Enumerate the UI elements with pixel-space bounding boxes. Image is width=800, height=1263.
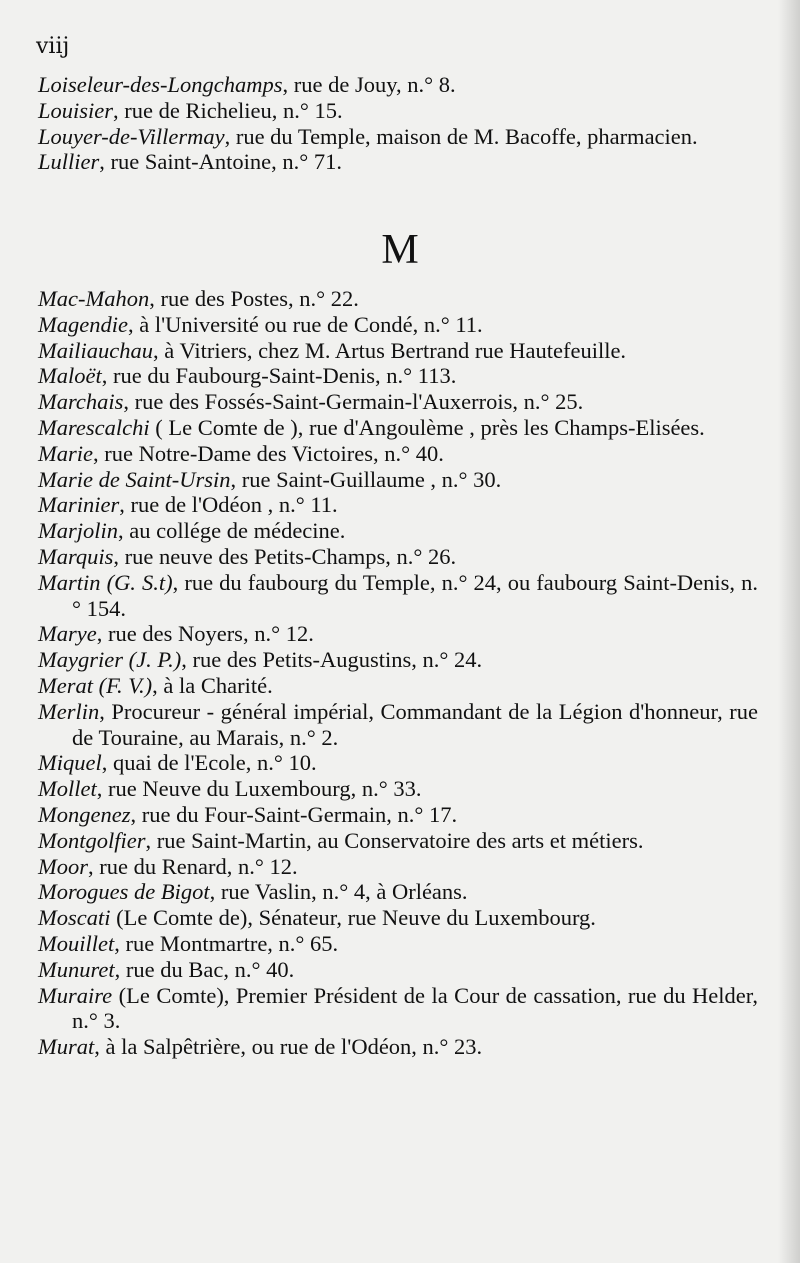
entry-name: Moor — [38, 853, 88, 879]
directory-entry — [38, 492, 758, 518]
directory-entry — [38, 854, 758, 880]
directory-entry — [38, 363, 758, 389]
entry-name: Louisier — [38, 97, 114, 123]
entry-name: Loiseleur-des-Longchamps — [38, 72, 283, 97]
entry-name: Mongenez — [38, 801, 131, 827]
entry-address: , rue de l'Odéon , n.° 11. — [119, 492, 338, 518]
directory-entry — [38, 124, 758, 150]
section-letter-heading: M — [381, 227, 419, 273]
entry-address: , rue des Postes, n.° 22. — [149, 286, 359, 311]
entry-name: Mailiauchau — [38, 337, 153, 363]
entry-address: , à l'Université ou rue de Condé, n.° 11. — [127, 311, 483, 337]
entry-name: Montgolfier — [38, 827, 146, 853]
directory-entry — [38, 1034, 758, 1060]
entry-name: Marescalchi — [38, 414, 150, 440]
entry-address: (Le Comte), Premier Président de la Cour de cassation, rue du Helder, n.° 3. — [72, 982, 758, 1034]
directory-entry — [38, 621, 758, 647]
entries-l-section — [38, 72, 758, 175]
entry-address: , rue Notre-Dame des Victoires, n.° 40. — [93, 440, 444, 466]
directory-entry — [38, 931, 758, 957]
entry-name: Marie de Saint-Ursin — [38, 466, 231, 492]
directory-entry — [38, 776, 758, 802]
directory-entry — [38, 957, 758, 983]
entry-address: , quai de l'Ecole, n.° 10. — [101, 750, 317, 776]
directory-entry — [38, 699, 758, 751]
entry-name: Munuret — [38, 956, 115, 982]
page-edge-shadow — [778, 0, 800, 1263]
directory-entry — [38, 544, 758, 570]
entry-address: , rue du Temple, maison de M. Bacoffe, pharmacien. — [224, 123, 698, 149]
entry-name: Marjolin — [38, 518, 119, 544]
entry-name: Marye — [38, 621, 97, 647]
entry-address: , rue neuve des Petits-Champs, n.° 26. — [113, 543, 457, 569]
entry-name: Marchais — [38, 389, 124, 415]
entry-name: Miquel — [38, 750, 102, 776]
directory-entry — [38, 879, 758, 905]
entry-address: , rue Saint-Guillaume , n.° 30. — [230, 466, 502, 492]
directory-entry — [38, 338, 758, 364]
entry-address: , au collége de médecine. — [118, 518, 346, 544]
entry-address: , rue de Richelieu, n.° 15. — [113, 97, 343, 123]
entry-address: , rue du Renard, n.° 12. — [88, 853, 298, 879]
entry-address: , rue des Noyers, n.° 12. — [96, 621, 314, 647]
directory-entry — [38, 98, 758, 124]
entry-address: , rue Montmartre, n.° 65. — [114, 930, 339, 956]
entry-name: Marie — [38, 440, 93, 466]
entry-name: Magendie — [38, 311, 128, 337]
directory-entry — [38, 149, 758, 175]
directory-entry — [38, 673, 758, 699]
entries-m-section — [38, 286, 758, 1060]
directory-entry — [38, 72, 758, 98]
directory-entry — [38, 647, 758, 673]
directory-entry — [38, 750, 758, 776]
entry-address: (Le Comte de), Sénateur, rue Neuve du Luxembourg. — [110, 905, 596, 931]
entry-address: , rue Saint-Martin, au Conservatoire des arts et métiers. — [145, 827, 644, 853]
entry-address: , rue du faubourg du Temple, n.° 24, ou faubourg Saint-Denis, n.° 154. — [72, 569, 758, 621]
entry-name: Mouillet — [38, 930, 115, 956]
entry-address: , à la Charité. — [152, 672, 273, 698]
entry-name: Murat — [38, 1034, 95, 1060]
entry-address: , rue du Four-Saint-Germain, n.° 17. — [130, 801, 458, 827]
entry-address: , à Vitriers, chez M. Artus Bertrand rue Hautefeuille. — [152, 337, 627, 363]
directory-entry — [38, 389, 758, 415]
directory-entry — [38, 441, 758, 467]
entry-name: Morogues de Bigot — [38, 879, 210, 905]
entry-name: Merlin — [38, 698, 100, 724]
directory-entry — [38, 570, 758, 622]
entry-address: , rue du Bac, n.° 40. — [114, 956, 295, 982]
directory-entry — [38, 905, 758, 931]
directory-entry — [38, 828, 758, 854]
entry-address: , Procureur - général impérial, Commandant de la Légion d'honneur, rue de Touraine, au Marais, n.° 2. — [72, 698, 758, 750]
directory-entry — [38, 286, 758, 312]
entry-name: Mac-Mahon — [38, 286, 150, 311]
entry-address: , rue Saint-Antoine, n.° 71. — [99, 149, 342, 175]
entry-name: Marquis — [38, 543, 114, 569]
directory-entry — [38, 518, 758, 544]
directory-entry — [38, 415, 758, 441]
entry-address: , rue Vaslin, n.° 4, à Orléans. — [209, 879, 468, 905]
entry-address: , rue de Jouy, n.° 8. — [282, 72, 456, 97]
directory-entry — [38, 467, 758, 493]
entry-name: Moscati — [38, 905, 111, 931]
entry-name: Louyer-de-Villermay — [38, 123, 225, 149]
entry-address: , rue des Fossés-Saint-Germain-l'Auxerrois, n.° 25. — [123, 389, 584, 415]
entry-address: , rue du Faubourg-Saint-Denis, n.° 113. — [101, 363, 457, 389]
entry-address: ( Le Comte de ), rue d'Angoulème , près les Champs-Elisées. — [149, 414, 705, 440]
page-number: viij — [36, 34, 70, 59]
entry-name: Lullier — [38, 149, 100, 175]
entry-address: , à la Salpêtrière, ou rue de l'Odéon, n.° 23. — [94, 1034, 483, 1060]
directory-entry — [38, 312, 758, 338]
entry-name: Maygrier (J. P.) — [38, 647, 182, 673]
entry-name: Marinier — [38, 492, 120, 518]
entry-name: Mollet — [38, 776, 97, 802]
directory-entry — [38, 802, 758, 828]
entry-address: , rue Neuve du Luxembourg, n.° 33. — [96, 776, 422, 802]
entry-address: , rue des Petits-Augustins, n.° 24. — [181, 647, 483, 673]
directory-entry — [38, 983, 758, 1035]
entry-name: Martin (G. S.t) — [38, 569, 173, 595]
entry-name: Maloët — [38, 363, 102, 389]
entry-name: Merat (F. V.) — [38, 672, 153, 698]
entry-name: Muraire — [38, 982, 113, 1008]
